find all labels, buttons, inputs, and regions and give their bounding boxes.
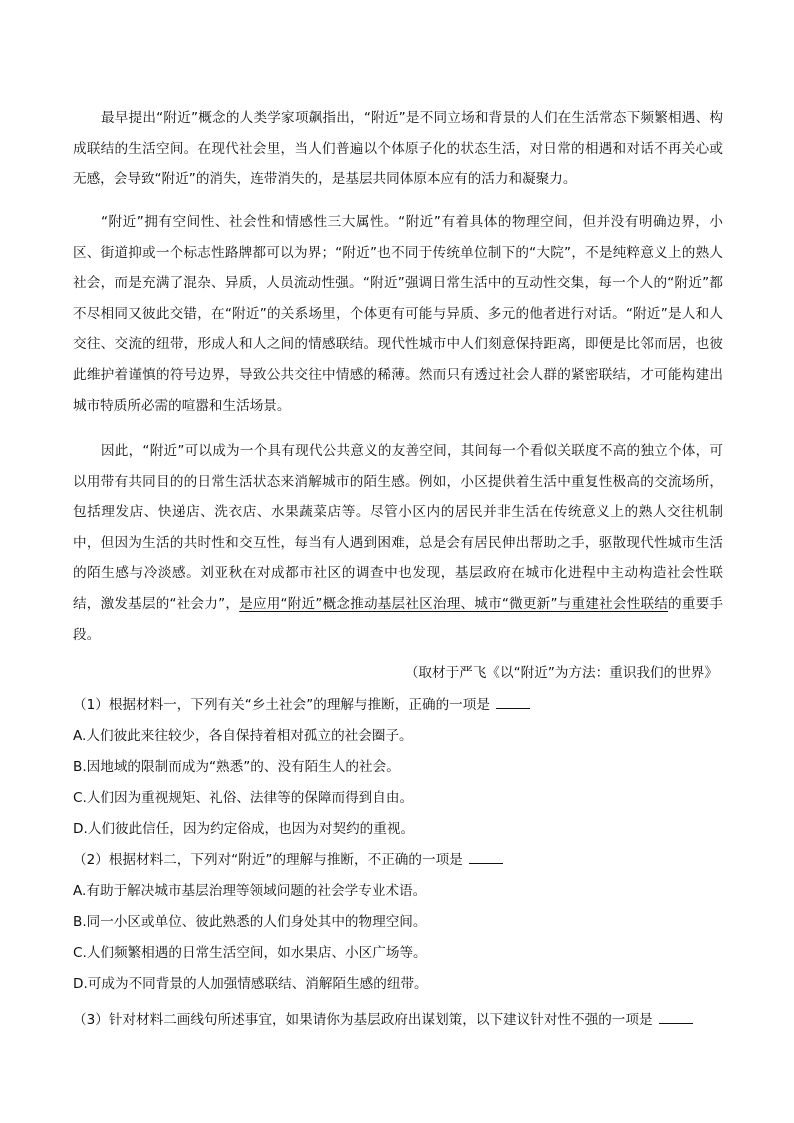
question-1-option-d: D.人们彼此信任，因为约定俗成，也因为对契约的重视。 — [73, 821, 415, 837]
answer-blank[interactable] — [469, 849, 503, 864]
question-2-option-d: D.可成为不同背景的人加强情感联结、消解陌生感的纽带。 — [73, 976, 428, 992]
question-2-stem: （2）根据材料二，下列对“附近”的理解与推断，不正确的一项是 — [73, 848, 733, 872]
passage-paragraph-2: “附近”拥有空间性、社会性和情感性三大属性。“附近”有着具体的物理空间，但并没有明确边界，小区、街道抑或一个标志性路牌都可以为界；“附近”也不同于传统单位制下的“大院”，不是纯粹意义上的熟人社会，而是充满了混杂、异质，人员流动性强。“附近”强调日常生活中的互动性交集，每一个人的“附近”都不尽相同又彼此交错，在“附近”的关系场里，个体更有可能与异质、多元的他者进行对话。“附近”是人和人交往、交流的纽带，形成人和人之间的情感联结。现代性城市中人们刻意保持距离，即便是比邻而居，也彼此维护着谨慎的符号边界，导致公共交往中情感的稀薄。然而只有透过社会人群的紧密联结，才可能构建出城市特质所必需的喧嚣和生活场景。 — [73, 214, 723, 414]
answer-blank[interactable] — [659, 1009, 693, 1024]
question-1-option-b: B.因地域的限制而成为“熟悉”的、没有陌生人的社会。 — [73, 759, 400, 775]
paragraph-3-text: 因此，“附近”可以成为一个具有现代公共意义的友善空间，其间每一个看似关联度不高的独立个体，可以用带有共同目的的日常生活状态来消解城市的陌生感。例如，小区提供着生活中重复性极高的交流场所，包括理发店、快递店、洗衣店、水果蔬菜店等。尽管小区内的居民并非生活在传统意义上的熟人交往机制中，但因为生活的共时性和交互性，每当有人遇到困难，总是会有居民伸出帮助之手，驱散现代性城市生活的陌生感与冷淡感。刘亚秋在对成都市社区的调查中也发现，基层政府在城市化进程中主动构造社会性联结，激发基层的“社会力”， — [73, 443, 723, 612]
underlined-sentence: 是应用“附近”概念推动基层社区治理、城市“微更新”与重建社会性联结 — [239, 595, 669, 612]
source-citation: （取材于严飞《以“附近”为方法：重识我们的世界》 — [404, 665, 718, 681]
question-1-stem: （1）根据材料一，下列有关“乡土社会”的理解与推断，正确的一项是 — [73, 693, 733, 717]
question-2-option-b: B.同一小区或单位、彼此熟悉的人们身处其中的物理空间。 — [73, 914, 427, 930]
question-1-option-a: A.人们彼此来往较少，各自保持着相对孤立的社会圈子。 — [73, 728, 413, 744]
paragraph-3-ending: 的重要手段。 — [73, 595, 723, 643]
question-2-option-a: A.有助于解决城市基层治理等领域问题的社会学专业术语。 — [73, 883, 427, 899]
answer-blank[interactable] — [496, 694, 530, 709]
passage-paragraph-1: 最早提出“附近”概念的人类学家项飙指出，“附近”是不同立场和背景的人们在生活常态下频繁相遇、构成联结的生活空间。在现代社会里，当人们普遍以个体原子化的状态生活，对日常的相遇和对话不再关心或无感，会导致“附近”的消失，连带消失的，是基层共同体原本应有的活力和凝聚力。 — [73, 110, 723, 188]
passage-paragraph-3 — [73, 436, 723, 650]
question-2-option-c: C.人们频繁相遇的日常生活空间，如水果店、小区广场等。 — [73, 945, 427, 961]
question-1-option-c: C.人们因为重视规矩、礼俗、法律等的保障而得到自由。 — [73, 790, 414, 806]
question-3-stem: （3）针对材料二画线句所述事宜，如果请你为基层政府出谋划策，以下建议针对性不强的一项是 — [73, 1008, 733, 1032]
